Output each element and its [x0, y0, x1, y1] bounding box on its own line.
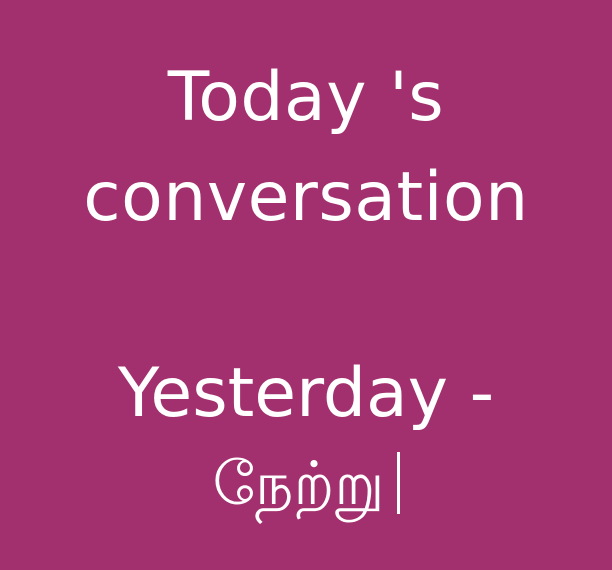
text-cursor [397, 452, 400, 514]
tamil-word: நேற்று [212, 449, 385, 519]
tamil-word-row [0, 449, 612, 519]
english-word: Yesterday - [117, 354, 495, 433]
heading-line-1: Today 's [167, 58, 445, 137]
heading-line-2: conversation [83, 158, 529, 237]
